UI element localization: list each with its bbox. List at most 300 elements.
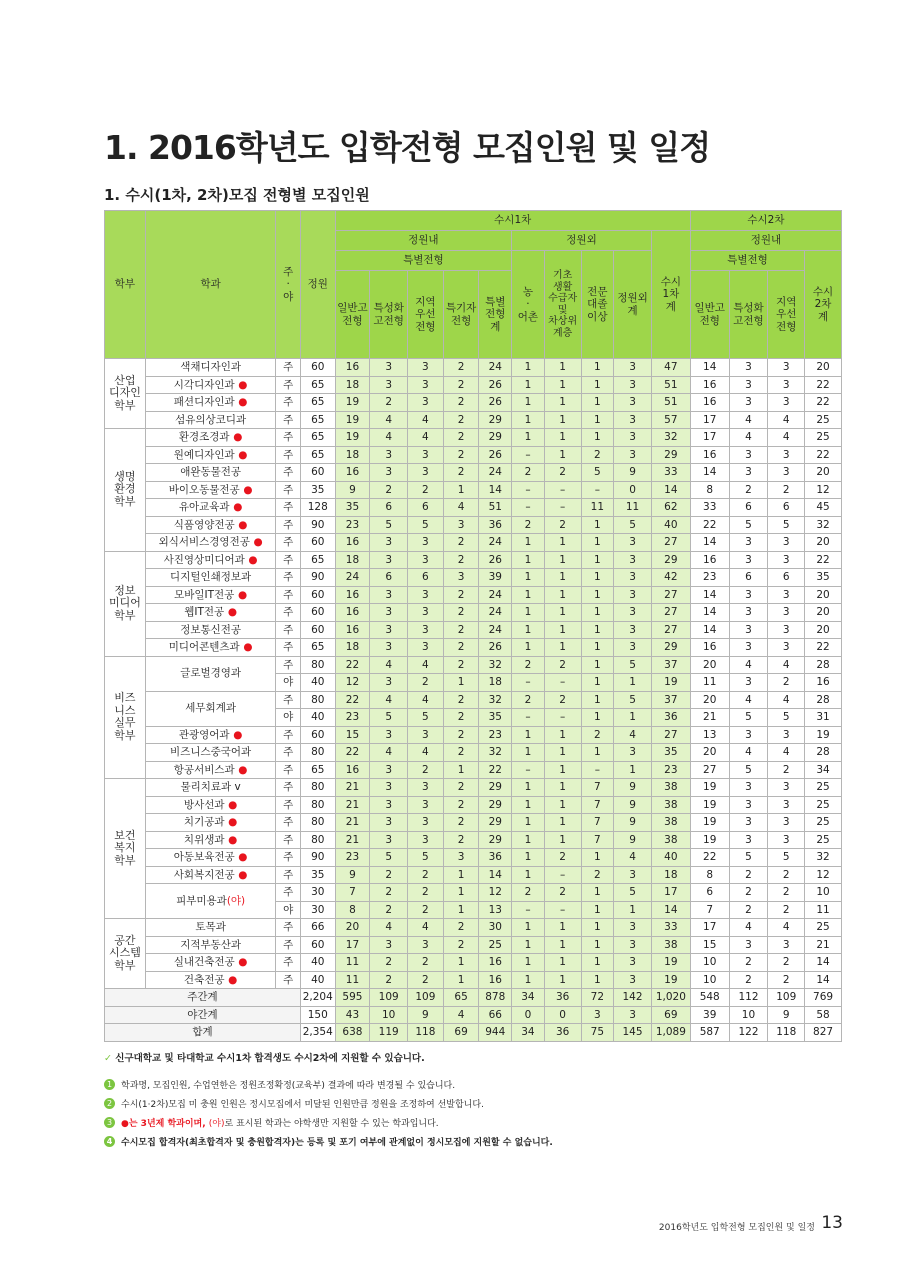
dept-name: 항공서비스과 [173,763,235,776]
value-cell: 34 [805,761,842,779]
dept-cell [145,551,276,569]
dept-cell [145,744,276,762]
dept-cell [145,359,276,377]
value-cell: 1 [581,411,614,429]
value-cell: 3 [408,831,444,849]
value-cell: 4 [729,411,768,429]
total-value-cell: 109 [408,989,444,1007]
value-cell: 65 [300,551,335,569]
value-cell: 2 [729,481,768,499]
value-cell: 3 [768,796,805,814]
value-cell: 2 [370,884,408,902]
three-year-dot-icon: ● [224,816,238,829]
value-cell: 13 [479,901,512,919]
value-cell: 1 [512,359,545,377]
value-cell: 11 [614,499,652,517]
value-cell: 23 [651,761,690,779]
value-cell: 3 [729,604,768,622]
header-out-sum: 정원외 계 [614,251,652,359]
dept-name: 사회복지전공 [173,868,235,881]
value-cell: 1 [581,534,614,552]
value-cell: 3 [408,551,444,569]
value-cell: 29 [479,796,512,814]
value-cell: 8 [690,481,729,499]
daynight-cell: 주 [276,849,300,867]
value-cell: 29 [479,779,512,797]
value-cell: 13 [690,726,729,744]
table-row [105,516,842,534]
value-cell: 3 [768,726,805,744]
value-cell: 38 [651,779,690,797]
value-cell: 51 [651,376,690,394]
daynight-cell: 주 [276,534,300,552]
value-cell: 1 [443,481,479,499]
total-value-cell: 827 [805,1024,842,1042]
value-cell: 3 [768,586,805,604]
value-cell: 2 [581,866,614,884]
dept-cell [145,814,276,832]
value-cell: 1 [544,604,581,622]
value-cell: 80 [300,831,335,849]
value-cell: 26 [479,639,512,657]
table-row [105,831,842,849]
footnote-text: 수시모집 합격자(최초합격자 및 충원합격자)는 등록 및 포기 여부에 관계없이 정시모집에 지원할 수 없습니다. [121,1138,553,1148]
value-cell: 4 [408,656,444,674]
value-cell: 6 [768,499,805,517]
value-cell: 4 [768,656,805,674]
value-cell: 5 [614,516,652,534]
daynight-cell: 주 [276,936,300,954]
dept-name: 바이오동물전공 [168,483,240,496]
total-value-cell: 34 [512,989,545,1007]
value-cell: 9 [614,831,652,849]
value-cell: 22 [479,761,512,779]
value-cell: 14 [479,866,512,884]
value-cell: 65 [300,446,335,464]
value-cell: 2 [443,534,479,552]
value-cell: 20 [690,656,729,674]
value-cell: 11 [805,901,842,919]
table-row [105,954,842,972]
value-cell: 9 [614,796,652,814]
faculty-cell: 보건 복지 학부 [105,779,146,919]
value-cell: 1 [512,954,545,972]
value-cell: 6 [370,499,408,517]
header-faculty: 학부 [105,211,146,359]
total-value-cell: 9 [768,1006,805,1024]
value-cell: 1 [512,604,545,622]
value-cell: 3 [408,394,444,412]
value-cell: 2 [768,481,805,499]
dept-cell [145,779,276,797]
value-cell: 3 [729,376,768,394]
value-cell: 33 [651,464,690,482]
value-cell: 2 [768,954,805,972]
value-cell: 5 [614,884,652,902]
value-cell: 3 [729,446,768,464]
dept-name: 아동보육전공 [173,851,235,864]
dept-cell [145,621,276,639]
value-cell: 35 [805,569,842,587]
daynight-cell: 주 [276,411,300,429]
value-cell: 90 [300,569,335,587]
dept-name: 치기공과 [183,816,225,829]
daynight-cell: 주 [276,464,300,482]
value-cell: 3 [729,394,768,412]
value-cell: 22 [690,516,729,534]
daynight-cell: 주 [276,971,300,989]
value-cell: 18 [335,639,370,657]
value-cell: 7 [690,901,729,919]
value-cell: 20 [690,691,729,709]
value-cell: 9 [614,779,652,797]
table-row [105,726,842,744]
note [104,1050,425,1064]
value-cell: 4 [443,499,479,517]
value-cell: 21 [335,831,370,849]
value-cell: 3 [370,814,408,832]
table-row [105,429,842,447]
total-value-cell: 58 [805,1006,842,1024]
value-cell: 17 [335,936,370,954]
value-cell: 2 [408,866,444,884]
header-s1-out: 정원외 [512,231,652,251]
dept-cell [145,796,276,814]
value-cell: 3 [408,376,444,394]
value-cell: 2 [370,901,408,919]
value-cell: 1 [544,919,581,937]
value-cell: 1 [512,814,545,832]
value-cell: 19 [690,779,729,797]
value-cell: 19 [690,796,729,814]
total-label: 야간계 [105,1006,301,1024]
value-cell: 4 [614,849,652,867]
value-cell: 1 [581,971,614,989]
header-daynight: 주 · 야 [276,211,300,359]
value-cell: 2 [443,691,479,709]
dept-cell [145,954,276,972]
daynight-cell: 주 [276,586,300,604]
daynight-cell: 주 [276,796,300,814]
value-cell: 11 [581,499,614,517]
value-cell: 3 [614,744,652,762]
table-row [105,446,842,464]
total-value-cell: 119 [370,1024,408,1042]
header-s2-total: 수시 2차 계 [805,251,842,359]
daynight-cell: 주 [276,429,300,447]
three-year-dot-icon: ● [224,833,238,846]
total-value-cell: 1,020 [651,989,690,1007]
value-cell: 2 [370,971,408,989]
value-cell: 26 [479,376,512,394]
value-cell: 2 [370,866,408,884]
value-cell: 27 [651,621,690,639]
dept-name: 패션디자인과 [173,396,235,409]
value-cell: 3 [614,534,652,552]
value-cell: 2 [443,376,479,394]
value-cell: 38 [651,814,690,832]
value-cell: 1 [581,656,614,674]
value-cell: 19 [335,411,370,429]
value-cell: 3 [370,831,408,849]
value-cell: 22 [805,551,842,569]
value-cell: 14 [690,534,729,552]
value-cell: 4 [408,429,444,447]
value-cell: 1 [443,901,479,919]
value-cell: 65 [300,376,335,394]
value-cell: 2 [581,726,614,744]
total-value-cell: 878 [479,989,512,1007]
value-cell: 2 [443,656,479,674]
dept-name: 토목과 [195,921,226,934]
value-cell: 3 [614,359,652,377]
value-cell: 2 [443,604,479,622]
value-cell: 1 [512,429,545,447]
value-cell: 2 [768,866,805,884]
value-cell: 40 [651,516,690,534]
value-cell: 10 [690,971,729,989]
value-cell: 14 [690,464,729,482]
value-cell: 5 [581,464,614,482]
value-cell: 3 [614,621,652,639]
table-row [105,849,842,867]
total-value-cell: 118 [408,1024,444,1042]
dept-name: 관광영어과 [178,728,230,741]
value-cell: 21 [335,796,370,814]
value-cell: 1 [581,849,614,867]
daynight-cell: 주 [276,499,300,517]
value-cell: 3 [768,604,805,622]
value-cell: 3 [768,359,805,377]
value-cell: 24 [335,569,370,587]
value-cell: 30 [300,884,335,902]
value-cell: 38 [651,831,690,849]
value-cell: 80 [300,691,335,709]
dept-cell [145,884,276,919]
value-cell: 1 [614,901,652,919]
value-cell: 22 [805,446,842,464]
value-cell: 6 [408,499,444,517]
total-label: 주간계 [105,989,301,1007]
value-cell: 51 [651,394,690,412]
value-cell: 6 [729,569,768,587]
value-cell: 3 [370,796,408,814]
total-value-cell: 75 [581,1024,614,1042]
value-cell: 27 [651,604,690,622]
value-cell: 18 [335,376,370,394]
value-cell: 2 [443,429,479,447]
dept-cell [145,464,276,482]
value-cell: 40 [300,954,335,972]
value-cell: 3 [768,621,805,639]
table-row [105,551,842,569]
footnote-number-badge: 1 [104,1079,115,1090]
dept-cell [145,586,276,604]
value-cell: 1 [512,639,545,657]
value-cell: 16 [690,394,729,412]
total-value-cell: 0 [544,1006,581,1024]
header-s1-sum: 특별 전형 계 [479,271,512,359]
total-value-cell: 9 [408,1006,444,1024]
value-cell: 25 [805,919,842,937]
value-cell: 11 [335,954,370,972]
value-cell: – [544,499,581,517]
value-cell: 2 [443,796,479,814]
header-s1-spec: 특성화 고전형 [370,271,408,359]
header-s1-total: 수시 1차 계 [651,231,690,359]
value-cell: 3 [614,866,652,884]
value-cell: 3 [614,639,652,657]
dept-name: 시각디자인과 [173,378,235,391]
value-cell: – [544,709,581,727]
total-value-cell: 122 [729,1024,768,1042]
header-out-farm: 농 · 어촌 [512,251,545,359]
value-cell: 24 [479,359,512,377]
value-cell: 1 [581,691,614,709]
value-cell: 23 [335,709,370,727]
value-cell: 38 [651,936,690,954]
total-value-cell: 587 [690,1024,729,1042]
value-cell: – [512,901,545,919]
value-cell: 2 [512,656,545,674]
value-cell: 3 [370,376,408,394]
value-cell: 25 [805,779,842,797]
total-value-cell: 595 [335,989,370,1007]
three-year-dot-icon: ● [244,553,258,566]
dept-name: 실내건축전공 [173,956,235,969]
value-cell: 2 [443,726,479,744]
total-value-cell: 43 [335,1006,370,1024]
three-year-dot-icon: ● [239,641,253,654]
dept-name: 미디어콘텐츠과 [168,641,240,654]
daynight-cell: 주 [276,376,300,394]
value-cell: 22 [805,639,842,657]
value-cell: 1 [581,359,614,377]
value-cell: 4 [768,919,805,937]
value-cell: 1 [512,744,545,762]
dept-cell [145,639,276,657]
value-cell: 2 [544,464,581,482]
daynight-cell: 야 [276,709,300,727]
table-row [105,621,842,639]
value-cell: 2 [408,971,444,989]
value-cell: 80 [300,744,335,762]
value-cell: 4 [370,429,408,447]
three-year-dot-icon: ● [229,501,243,514]
value-cell: 16 [335,586,370,604]
value-cell: 3 [370,551,408,569]
value-cell: 1 [512,796,545,814]
header-s1: 수시1차 [335,211,690,231]
value-cell: 18 [335,446,370,464]
value-cell: 22 [335,656,370,674]
table-row [105,779,842,797]
footnote-text [121,1116,439,1129]
value-cell: 1 [512,394,545,412]
value-cell: 1 [512,831,545,849]
value-cell: 57 [651,411,690,429]
three-year-dot-icon: ● [234,448,248,461]
value-cell: 47 [651,359,690,377]
value-cell: 28 [805,656,842,674]
note-text: 신구대학교 및 타대학교 수시1차 합격생도 수시2차에 지원할 수 있습니다. [115,1053,425,1064]
value-cell: 1 [544,831,581,849]
value-cell: 5 [614,691,652,709]
value-cell: 2 [408,884,444,902]
total-value-cell: 3 [614,1006,652,1024]
value-cell: 25 [805,814,842,832]
header-s2-in: 정원내 [690,231,841,251]
value-cell: 16 [690,639,729,657]
value-cell: 1 [512,919,545,937]
three-year-dot-icon: ● [234,378,248,391]
total-row [105,1024,842,1042]
value-cell: 3 [729,936,768,954]
three-year-dot-icon: ● [229,431,243,444]
value-cell: 4 [370,919,408,937]
total-value-cell: 150 [300,1006,335,1024]
value-cell: 3 [370,779,408,797]
three-year-dot-icon: ● [224,973,238,986]
value-cell: 21 [335,814,370,832]
value-cell: 40 [300,709,335,727]
total-value-cell: 34 [512,1024,545,1042]
footnote-number-badge: 2 [104,1098,115,1109]
value-cell: 40 [300,971,335,989]
value-cell: 5 [729,516,768,534]
dept-cell [145,429,276,447]
value-cell: 3 [408,796,444,814]
three-year-dot-icon: ● [249,536,263,549]
value-cell: 29 [479,831,512,849]
value-cell: 3 [614,569,652,587]
total-value-cell: 145 [614,1024,652,1042]
dept-name: 디지털인쇄정보과 [170,571,252,584]
value-cell: 4 [370,411,408,429]
value-cell: 2 [443,359,479,377]
value-cell: 1 [512,849,545,867]
dept-cell [145,971,276,989]
value-cell: 65 [300,394,335,412]
dept-name: 웹IT전공 [184,606,225,619]
value-cell: 24 [479,604,512,622]
value-cell: 16 [335,604,370,622]
daynight-cell: 주 [276,481,300,499]
value-cell: 4 [370,744,408,762]
value-cell: 4 [768,411,805,429]
value-cell: 28 [805,691,842,709]
value-cell: 3 [614,971,652,989]
value-cell: 3 [729,674,768,692]
value-cell: 5 [408,516,444,534]
value-cell: – [544,901,581,919]
value-cell: 3 [408,779,444,797]
value-cell: 65 [300,429,335,447]
header-s2-gen: 일반고 전형 [690,271,729,359]
value-cell: 6 [370,569,408,587]
value-cell: 32 [805,516,842,534]
dept-cell [145,866,276,884]
value-cell: 2 [370,481,408,499]
value-cell: 6 [768,569,805,587]
value-cell: 24 [479,464,512,482]
value-cell: 29 [651,639,690,657]
three-year-dot-icon: ● [224,798,238,811]
footnote-number-badge: 4 [104,1136,115,1147]
value-cell: 6 [729,499,768,517]
value-cell: 35 [335,499,370,517]
table-row [105,376,842,394]
